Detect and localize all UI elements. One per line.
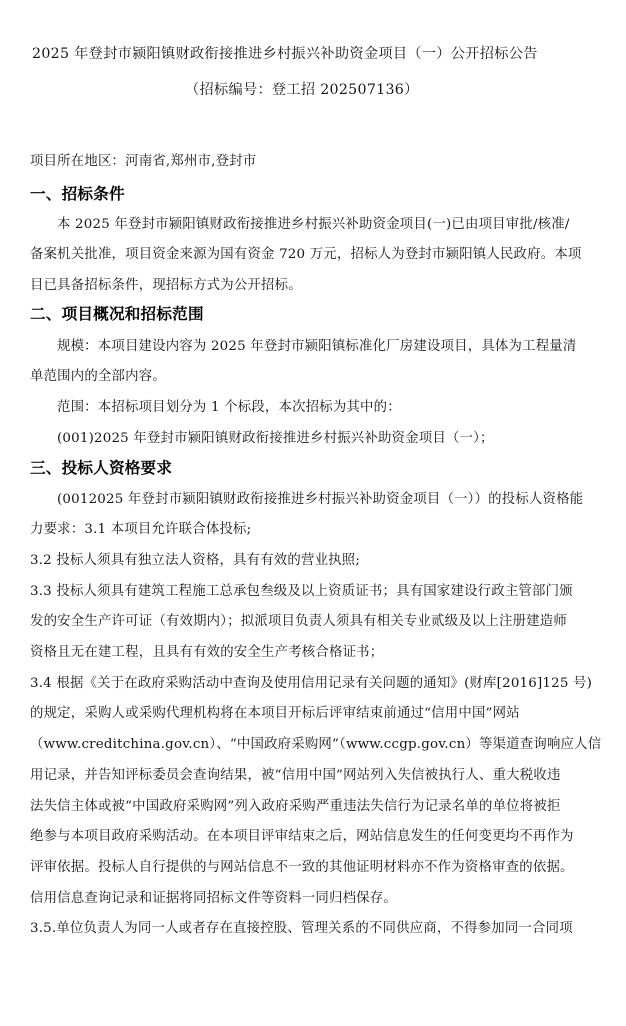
paragraph-line: 3.2 投标人须具有独立法人资格，具有有效的营业执照; bbox=[30, 553, 361, 568]
paragraph-line: 用记录，并告知评标委员会查询结果，被“信用中国”网站列入失信被执行人、重大税收违 bbox=[30, 768, 561, 783]
paragraph-line: 3.5.单位负责人为同一人或者存在直接控股、管理关系的不同供应商，不得参加同一合同项 bbox=[30, 921, 573, 936]
paragraph-line: （www.creditchina.gov.cn）、“中国政府采购网”（www.ccgp.gov.cn）等渠道查询响应人信 bbox=[30, 737, 602, 752]
paragraph-line: 法失信主体或被“中国政府采购网”列入政府采购严重违法失信行为记录名单的单位将被拒 bbox=[30, 799, 561, 814]
paragraph-line: 范围：本招标项目划分为 1 个标段，本次招标为其中的： bbox=[57, 400, 401, 415]
paragraph-line: 本 2025 年登封市颍阳镇财政衔接推进乡村振兴补助资金项目(一)已由项目审批/核准/ bbox=[57, 217, 570, 232]
paragraph-line: (0012025 年登封市颍阳镇财政衔接推进乡村振兴补助资金项目（一））的投标人资格能 bbox=[57, 492, 584, 507]
paragraph-line: (001)2025 年登封市颍阳镇财政衔接推进乡村振兴补助资金项目（一）； bbox=[57, 431, 494, 446]
section-heading-project-overview: 二、项目概况和招标范围 bbox=[30, 305, 204, 323]
paragraph-line: 信用信息查询记录和证据将同招标文件等资料一同归档保存。 bbox=[30, 891, 397, 906]
paragraph-line: 规模：本项目建设内容为 2025 年登封市颍阳镇标准化厂房建设项目，具体为工程量清 bbox=[57, 339, 577, 354]
paragraph-line: 目已具备招标条件，现招标方式为公开招标。 bbox=[30, 278, 302, 293]
paragraph-line: 的规定，采购人或采购代理机构将在本项目开标后评审结束前通过“信用中国”网站 bbox=[30, 706, 520, 721]
paragraph-line: 绝参与本项目政府采购活动。在本项目评审结束之后，网站信息发生的任何变更均不再作为 bbox=[30, 829, 574, 844]
section-heading-bidder-qualifications: 三、投标人资格要求 bbox=[30, 459, 173, 477]
paragraph-line: 3.4 根据《关于在政府采购活动中查询及使用信用记录有关问题的通知》(财库[2016]125 号) bbox=[30, 676, 593, 691]
section-heading-bidding-conditions: 一、招标条件 bbox=[30, 185, 125, 203]
document-title: 2025 年登封市颍阳镇财政衔接推进乡村振兴补助资金项目（一）公开招标公告 bbox=[32, 46, 538, 62]
paragraph-line: 力要求：3.1 本项目允许联合体投标; bbox=[30, 522, 252, 537]
paragraph-line: 评审依据。投标人自行提供的与网站信息不一致的其他证明材料亦不作为资格审查的依据。 bbox=[30, 860, 574, 875]
paragraph-line: 单范围内的全部内容。 bbox=[30, 369, 166, 384]
project-region: 项目所在地区：河南省,郑州市,登封市 bbox=[30, 154, 257, 169]
paragraph-line: 备案机关批准，项目资金来源为国有资金 720 万元，招标人为登封市颍阳镇人民政府。本项 bbox=[30, 247, 582, 262]
paragraph-line: 3.3 投标人须具有建筑工程施工总承包叁级及以上资质证书；具有国家建设行政主管部门颁 bbox=[30, 584, 573, 599]
paragraph-line: 资格且无在建工程，且具有有效的安全生产考核合格证书； bbox=[30, 645, 384, 660]
paragraph-line: 发的安全生产许可证（有效期内）；拟派项目负责人须具有相关专业贰级及以上注册建造师 bbox=[30, 614, 567, 629]
tender-number: （招标编号：登工招 202507136） bbox=[185, 82, 419, 98]
